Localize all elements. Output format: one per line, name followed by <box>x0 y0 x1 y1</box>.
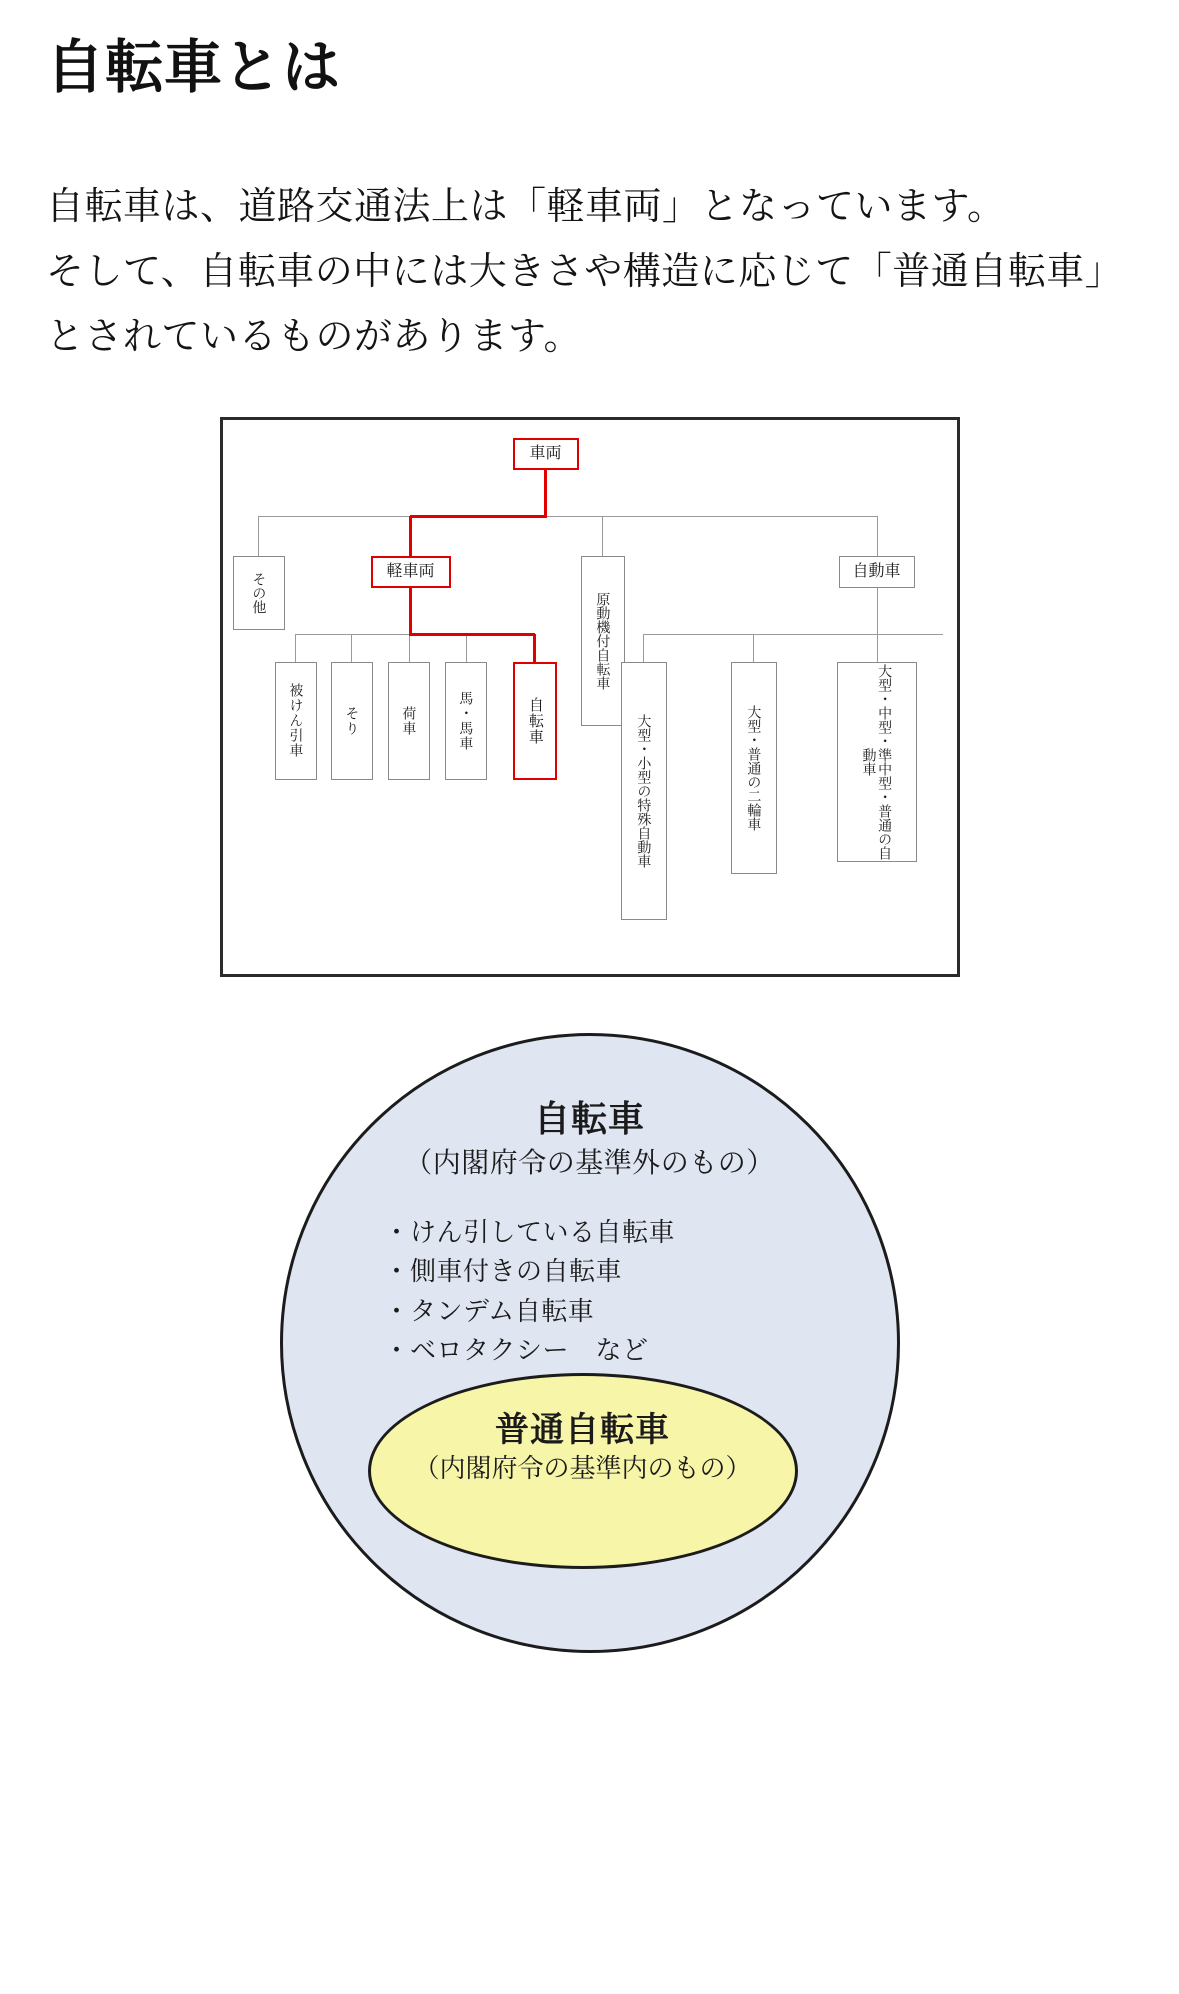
tree-edge-lightvehicle-drop <box>409 516 412 556</box>
tree-edge-moped-drop <box>602 516 604 556</box>
venn-outer-items <box>384 1213 676 1371</box>
tree-edge-other-drop <box>258 516 260 556</box>
tree-edge-motorvehicle-drop <box>877 516 879 556</box>
tree-edge-lightvehicle-down <box>409 588 412 634</box>
paragraph-2: そして、自転車の中には大きさや構造に応じて「普通自転車」とされているものがあります。 <box>46 250 1124 359</box>
bicycle-venn-diagram <box>280 1033 900 1653</box>
vehicle-classification-diagram <box>220 417 960 977</box>
tree-node-towed: 被けん引車 <box>275 662 317 780</box>
tree-node-vehicle: 車両 <box>513 438 579 470</box>
tree-node-motor-vehicle: 自動車 <box>839 556 915 588</box>
tree-edge-cart-drop <box>409 634 411 662</box>
tree-edge-twowheel-drop <box>753 634 755 662</box>
tree-node-bicycle: 自転車 <box>513 662 557 780</box>
tree-node-light-vehicle: 軽車両 <box>371 556 451 588</box>
venn-item-3: ・タンデム自転車 <box>383 1295 595 1326</box>
tree-node-other: その他 <box>233 556 285 630</box>
tree-edge-level1-bus <box>258 516 878 518</box>
paragraph-1: 自転車は、道路交通法上は「軽車両」となっています。 <box>46 185 1006 228</box>
tree-edge-level1-bus-red <box>410 515 547 518</box>
tree-edge-special-drop <box>643 634 645 662</box>
tree-edge-level3-bus-red <box>409 633 535 636</box>
tree-edge-vehicle-down <box>544 470 547 516</box>
venn-item-1: ・けん引している自転車 <box>383 1216 676 1247</box>
page-title: 自転車とは <box>46 35 342 100</box>
venn-inner-title: 普通自転車 <box>495 1410 670 1449</box>
tree-node-sled: そり <box>331 662 373 780</box>
tree-edge-motorvehicle-down <box>877 588 879 634</box>
tree-edge-towed-drop <box>295 634 297 662</box>
tree-node-cart: 荷車 <box>388 662 430 780</box>
venn-outer-title: 自転車 <box>533 1097 645 1139</box>
tree-node-horse: 馬・馬車 <box>445 662 487 780</box>
tree-node-moped: 原動機付自転車 <box>581 556 625 726</box>
tree-node-ordinary-vehicle: 大型・中型・準中型・普通の自動車 <box>837 662 917 862</box>
venn-item-2: ・側車付きの自転車 <box>383 1256 623 1287</box>
tree-edge-ordinary-drop <box>877 634 879 662</box>
tree-edge-bicycle-drop <box>533 634 536 662</box>
tree-node-special-vehicle: 大型・小型の特殊自動車 <box>621 662 667 920</box>
venn-outer-subtitle: （内閣府令の基準外のもの） <box>404 1146 775 1178</box>
body-text <box>46 175 1133 371</box>
venn-inner-subtitle: （内閣府令の基準内のもの） <box>413 1452 752 1483</box>
venn-inner-circle <box>368 1373 798 1569</box>
venn-item-4: ・ベロタクシー など <box>383 1335 649 1366</box>
tree-edge-sled-drop <box>351 634 353 662</box>
tree-edge-horse-drop <box>466 634 468 662</box>
tree-edge-level3b-bus <box>643 634 943 636</box>
tree-node-two-wheel: 大型・普通の二輪車 <box>731 662 777 874</box>
